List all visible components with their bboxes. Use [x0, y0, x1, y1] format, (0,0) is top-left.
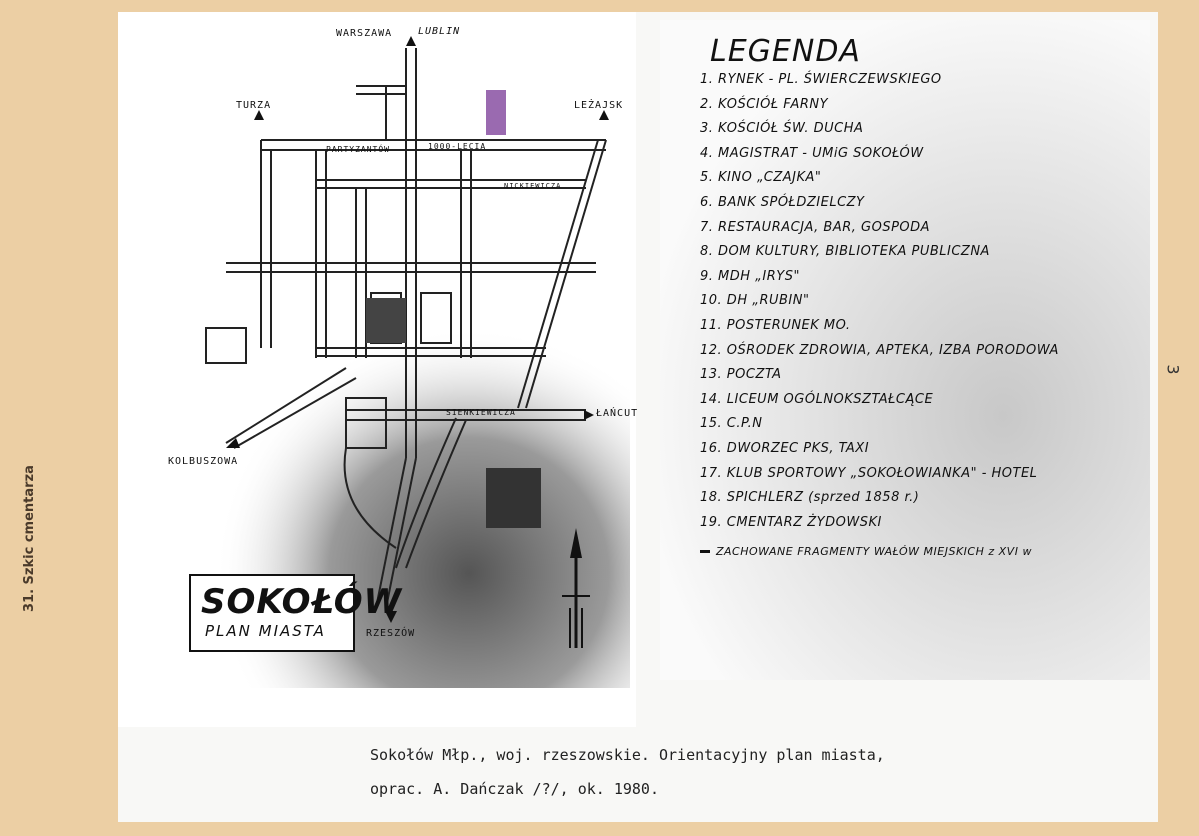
legend-item: 8. DOM KULTURY, BIBLIOTEKA PUBLICZNA	[700, 244, 990, 260]
legend-item: 18. SPICHLERZ (sprzed 1858 r.)	[700, 490, 920, 506]
legend-item: 3. KOŚCIÓŁ ŚW. DUCHA	[700, 121, 864, 137]
dir-warszawa: WARSZAWA	[336, 28, 393, 39]
dir-lezajsk: LEŻAJSK	[574, 100, 624, 111]
legend-item: 12. OŚRODEK ZDROWIA, APTEKA, IZBA PORODOWA	[700, 342, 1059, 358]
street-1000-lecia: 1000-LECIA	[428, 142, 487, 151]
legend-item: 4. MAGISTRAT - UMiG SOKOŁÓW	[700, 145, 924, 161]
legend-item-walls	[700, 539, 1059, 564]
map-subtitle: PLAN MIASTA	[205, 622, 326, 640]
legend-list	[700, 72, 1059, 564]
arrow-northeast-icon	[599, 110, 609, 120]
legend-panel	[660, 20, 1150, 680]
legend-walls-label: ZACHOWANE FRAGMENTY WAŁÓW MIEJSKICH z XVI w	[716, 545, 1032, 559]
legend-item: 5. KINO „CZAJKA"	[700, 170, 822, 186]
legend-item: 7. RESTAURACJA, BAR, GOSPODA	[700, 219, 931, 235]
legend-item: 13. POCZTA	[700, 367, 782, 383]
side-caption: 31. Szkic cmentarza	[22, 465, 37, 612]
street-partyzantow: PARTYZANTÓW	[326, 145, 390, 154]
dir-lancut: ŁAŃCUT	[596, 408, 639, 419]
highlighted-block	[486, 90, 506, 135]
dir-rzeszow: RZESZÓW	[366, 628, 416, 639]
legend-item: 1. RYNEK - PL. ŚWIERCZEWSKIEGO	[700, 72, 942, 87]
street-nickiewicza: NICKIEWICZA	[504, 182, 562, 190]
legend-item: 19. CMENTARZ ŻYDOWSKI	[700, 514, 882, 530]
map-title: SOKOŁÓW	[201, 582, 403, 622]
caption-line-2: oprac. A. Dańczak /?/, ok. 1980.	[370, 780, 659, 798]
legend-title: LEGENDA	[710, 34, 861, 69]
legend-item: 15. C.P.N	[700, 416, 763, 432]
arrow-northwest-icon	[254, 110, 264, 120]
dir-turza: TURZA	[236, 100, 272, 111]
caption-line-1: Sokołów Młp., woj. rzeszowskie. Orientacyjny plan miasta,	[370, 746, 885, 764]
legend-item: 10. DH „RUBIN"	[700, 293, 810, 309]
granary-block	[486, 468, 541, 528]
legend-item: 14. LICEUM OGÓLNOKSZTAŁCĄCE	[700, 391, 934, 407]
wall-line-icon	[700, 550, 710, 553]
dir-lublin: LUBLIN	[418, 26, 461, 37]
legend-item: 11. POSTERUNEK MO.	[700, 317, 851, 333]
dir-kolbuszowa: KOLBUSZOWA	[168, 456, 239, 467]
market-square	[366, 298, 406, 343]
legend-item: 17. KLUB SPORTOWY „SOKOŁOWIANKA" - HOTEL	[700, 465, 1038, 481]
arrow-north-icon	[406, 36, 416, 46]
legend-item: 6. BANK SPÓŁDZIELCZY	[700, 194, 865, 210]
legend-item: 9. MDH „IRYS"	[700, 268, 800, 284]
street-sienkiewicza: SIENKIEWICZA	[446, 408, 516, 417]
legend-item: 2. KOŚCIÓŁ FARNY	[700, 96, 829, 112]
legend-item: 16. DWORZEC PKS, TAXI	[700, 440, 870, 456]
page-number: 3	[1163, 364, 1183, 375]
